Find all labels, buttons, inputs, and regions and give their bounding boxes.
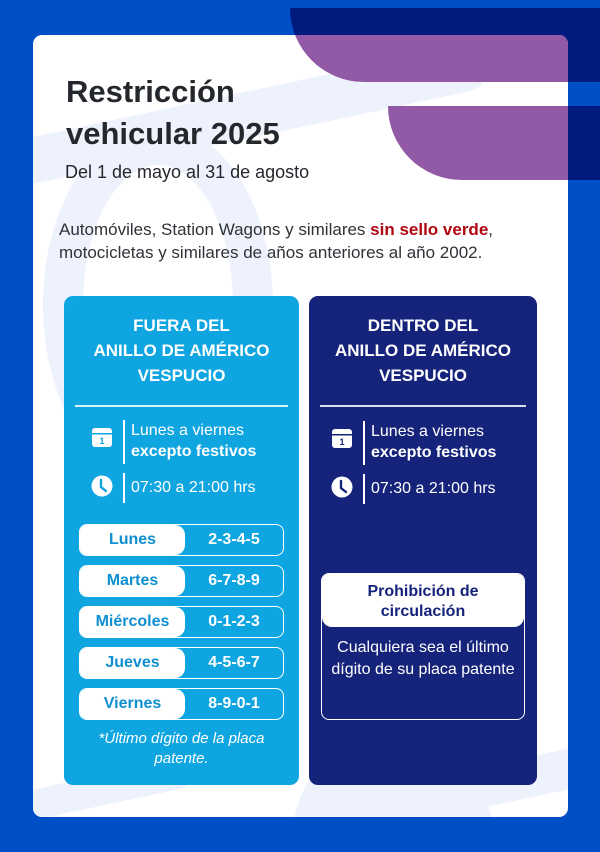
schedule-row-jueves (79, 647, 284, 679)
days-text (371, 421, 496, 463)
decorative-purple-bar-top (290, 35, 568, 82)
inside-ring-panel (309, 296, 537, 785)
day-label: Martes (80, 566, 185, 596)
divider (320, 405, 526, 407)
prohibition-title: Prohibición de circulación (322, 574, 524, 627)
days-exception: excepto festivos (131, 443, 257, 460)
panel-title (64, 296, 299, 388)
divider (75, 405, 288, 407)
info-card (33, 35, 568, 817)
days-info (331, 421, 496, 465)
footnote: *Último dígito de la placa patente. (98, 730, 265, 767)
plate-digits: 6-7-8-9 (208, 572, 260, 589)
days-info (91, 420, 256, 464)
decorative-purple-bar-middle (388, 106, 568, 180)
highlight-no-green-seal: sin sello verde (370, 220, 489, 239)
days-line: Lunes a viernes (371, 423, 484, 440)
hours-info (91, 473, 256, 503)
outside-ring-panel (64, 296, 299, 785)
page-title: Restricción vehicular 2025 (66, 74, 280, 151)
svg-text:1: 1 (339, 437, 345, 447)
plate-digits: 8-9-0-1 (208, 695, 260, 712)
schedule-list (79, 524, 284, 729)
plate-digits: 4-5-6-7 (208, 654, 260, 671)
title-line: FUERA DEL (133, 316, 230, 335)
day-label: Viernes (80, 689, 185, 719)
separator-line (363, 474, 365, 504)
separator-line (123, 473, 125, 503)
clock-icon (331, 476, 353, 498)
svg-text:1: 1 (99, 436, 105, 446)
prohibition-box (321, 573, 525, 720)
separator-line (123, 420, 125, 464)
title-line: DENTRO DEL (367, 316, 479, 335)
schedule-row-martes (79, 565, 284, 597)
calendar-icon (91, 426, 113, 448)
days-exception: excepto festivos (371, 444, 497, 461)
hours-text: 07:30 a 21:00 hrs (371, 480, 496, 497)
day-label: Lunes (80, 525, 185, 555)
title-line: ANILLO DE AMÉRICO (335, 341, 511, 360)
day-label: Jueves (80, 648, 185, 678)
panel-title (309, 296, 537, 388)
title-line: VESPUCIO (379, 366, 467, 385)
title-line: VESPUCIO (137, 366, 226, 385)
plate-digits: 0-1-2-3 (208, 613, 260, 630)
schedule-row-lunes (79, 524, 284, 556)
hours-info (331, 474, 496, 504)
description-text: Automóviles, Station Wagons y similares (59, 220, 371, 239)
description-text: , motocicletas y similares de años anteriores al año 2002. (59, 220, 494, 262)
plate-digits: 2-3-4-5 (208, 531, 260, 548)
separator-line (363, 421, 365, 465)
date-range: Del 1 de mayo al 31 de agosto (65, 162, 310, 182)
schedule-row-miercoles (79, 606, 284, 638)
calendar-icon (331, 427, 353, 449)
days-line: Lunes a viernes (131, 422, 244, 439)
vehicle-description (59, 218, 559, 264)
clock-icon (91, 475, 113, 497)
hours-text: 07:30 a 21:00 hrs (131, 479, 256, 496)
day-label: Miércoles (80, 607, 185, 637)
schedule-row-viernes (79, 688, 284, 720)
days-text (131, 420, 256, 462)
title-line: ANILLO DE AMÉRICO (93, 341, 270, 360)
prohibition-text: Cualquiera sea el último dígito de su placa patente (331, 639, 515, 678)
